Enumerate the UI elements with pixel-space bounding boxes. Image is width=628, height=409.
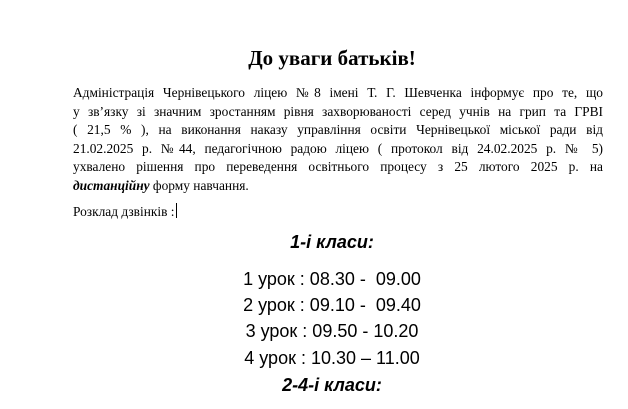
group-2-heading: 2-4-і класи: — [282, 375, 382, 395]
text-cursor — [176, 203, 177, 218]
schedule-label[interactable] — [73, 203, 177, 221]
announcement-paragraph — [73, 84, 603, 195]
document-title: До уваги батьків! — [248, 46, 416, 70]
paragraph-line: у зв’язку зі значним зростанням рівня захворюваності серед учнів на грип та ГРВІ — [73, 103, 603, 119]
paragraph-line: 21.02.2025 р. №44, педагогічною радою ліцею ( протокол від 24.02.2025 р. № 5) — [73, 140, 603, 156]
lesson-row: 1 урок : 08.30 - 09.00 — [243, 269, 421, 289]
emphasized-word: дистанційну — [73, 177, 150, 193]
paragraph-last-line — [73, 177, 603, 196]
paragraph-line: Адміністрація Чернівецького ліцею №8 імені Т. Г. Шевченка інформує про те, що — [73, 85, 603, 100]
lesson-row: 2 урок : 09.10 - 09.40 — [243, 295, 421, 315]
paragraph-line-end: форму навчання. — [149, 177, 249, 193]
lesson-row: 3 урок : 09.50 - 10.20 — [245, 321, 419, 341]
paragraph-line: ( 21,5 % ), на виконання наказу управління освіти Чернівецької міської ради від — [73, 122, 603, 137]
paragraph-line: ухвалено рішення про переведення освітнього процесу з 25 лютого 2025 р. на — [73, 159, 603, 174]
schedule-label-text: Розклад дзвінків : — [73, 204, 175, 219]
lesson-row: 4 урок : 10.30 – 11.00 — [244, 348, 420, 368]
group-1-heading: 1-і класи: — [290, 232, 374, 252]
